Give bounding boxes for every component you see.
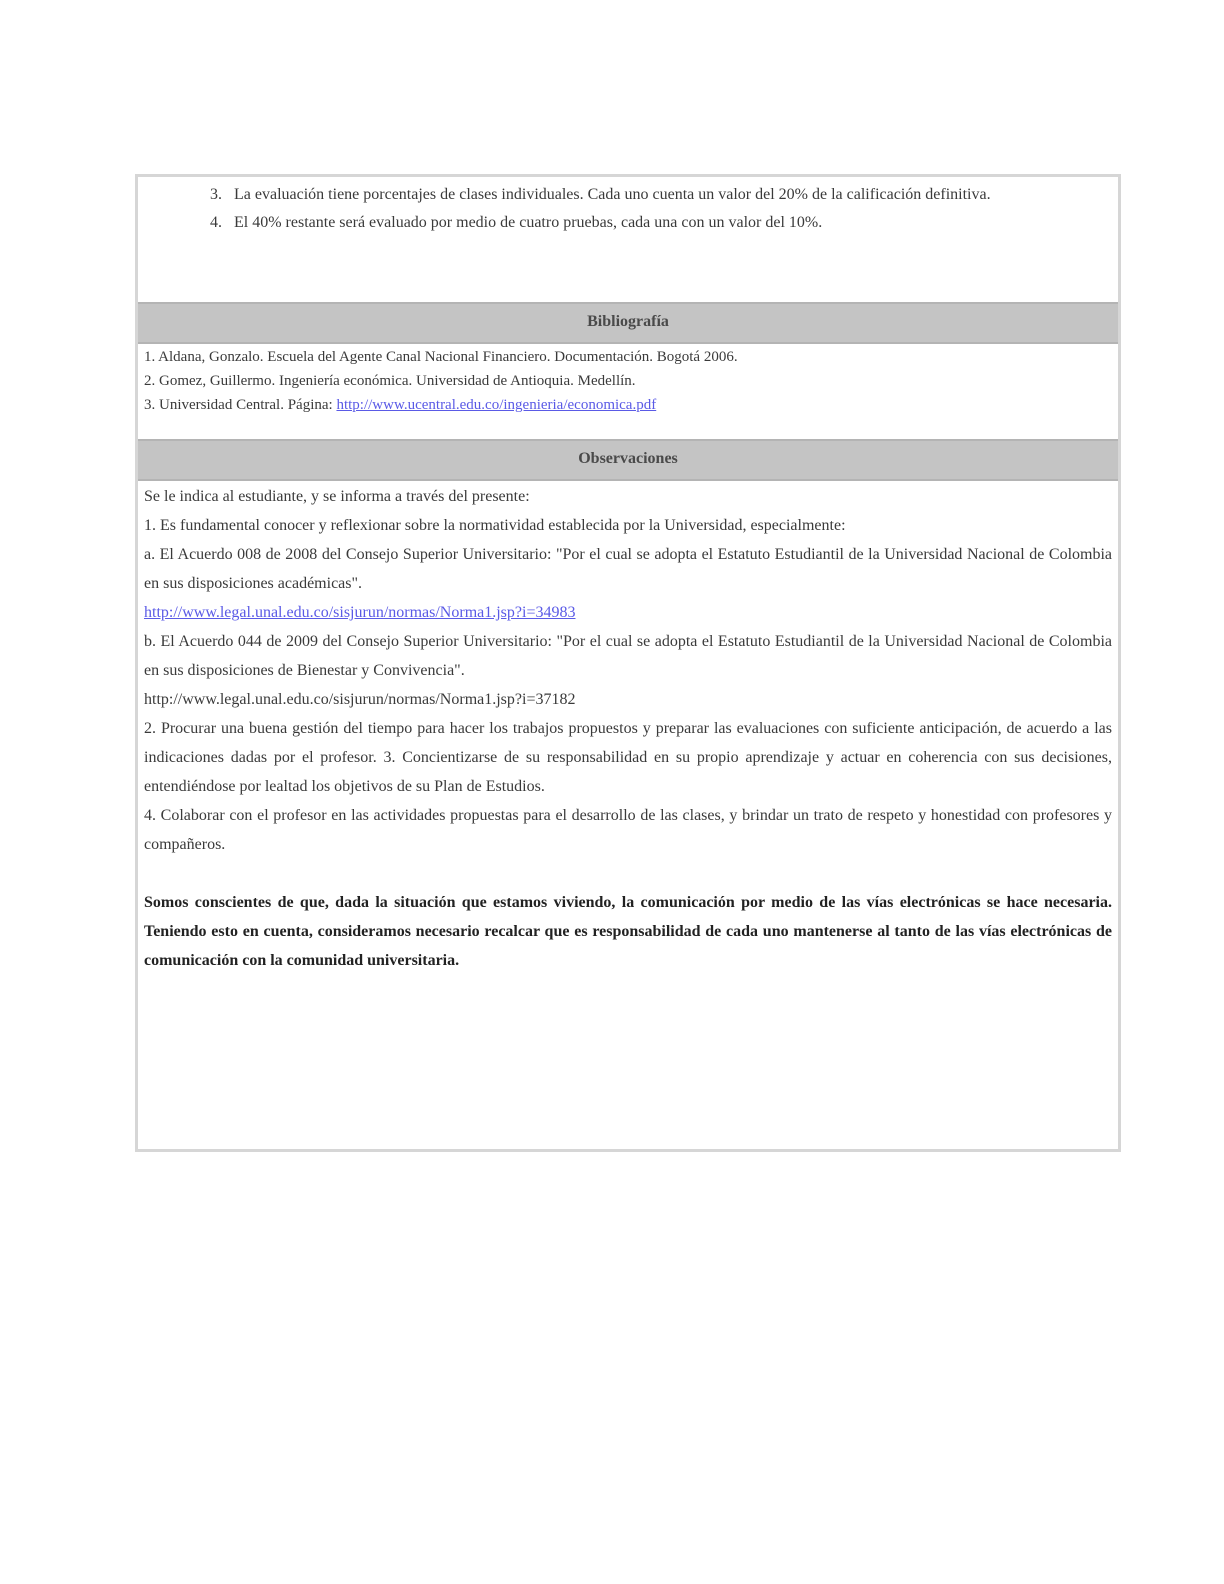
bibliography-item: 2. Gomez, Guillermo. Ingeniería económica. Universidad de Antioquia. Medellín. <box>144 373 636 389</box>
observation-item: 4. Colaborar con el profesor en las actividades propuestas para el desarrollo de las clases, y brindar un trato de respeto y honestidad con profesores y compañeros. <box>144 807 1112 853</box>
bibliography-item-text: 3. Universidad Central. Página: <box>144 397 337 413</box>
observation-item: 1. Es fundamental conocer y reflexionar sobre la normatividad establecida por la Universidad, especialmente: <box>144 517 846 534</box>
bibliography-link[interactable]: http://www.ucentral.edu.co/ingenieria/economica.pdf <box>336 397 657 413</box>
bibliography-item: 1. Aldana, Gonzalo. Escuela del Agente Canal Nacional Financiero. Documentación. Bogotá 2006. <box>144 349 738 365</box>
observations-note: Somos conscientes de que, dada la situación que estamos viviendo, la comunicación por medio de las vías electrónicas se hace necesaria. Teniendo esto en cuenta, consideramos necesario recalcar que es responsabilidad de cada uno mantenerse al tanto de las vías electrónicas de comunicación con la comunidad universitaria. <box>144 894 1112 969</box>
observations-header: Observaciones <box>138 439 1118 481</box>
bibliography-item <box>144 393 1110 417</box>
statute-academic-link[interactable]: http://www.legal.unal.edu.co/sisjurun/normas/Norma1.jsp?i=34983 <box>144 604 576 621</box>
list-item: 3. La evaluación tiene porcentajes de clases individuales. Cada uno cuenta un valor del 20% de la calificación definitiva. <box>226 183 1106 207</box>
bibliography-body <box>138 343 1118 437</box>
evaluation-list-section <box>138 177 1118 302</box>
statute-welfare-url: http://www.legal.unal.edu.co/sisjurun/normas/Norma1.jsp?i=37182 <box>144 691 576 708</box>
bibliography-header: Bibliografía <box>138 302 1118 344</box>
observation-item: 2. Procurar una buena gestión del tiempo para hacer los trabajos propuestos y preparar las evaluaciones con suficiente anticipación, de acuerdo a las indicaciones dadas por el profesor. 3. Concientizarse de su responsabilidad en su propio aprendizaje y actuar en coherencia con sus decisiones, entendiéndose por lealtad los objetivos de su Plan de Estudios. <box>144 720 1112 795</box>
observation-link-line <box>144 598 1112 627</box>
observation-item: a. El Acuerdo 008 de 2008 del Consejo Superior Universitario: "Por el cual se adopta el Estatuto Estudiantil de la Universidad Nacional de Colombia en sus disposiciones académicas". <box>144 546 1112 592</box>
evaluation-list <box>150 183 1106 235</box>
observations-intro: Se le indica al estudiante, y se informa a través del presente: <box>144 488 530 505</box>
observation-item: b. El Acuerdo 044 de 2009 del Consejo Superior Universitario: "Por el cual se adopta el Estatuto Estudiantil de la Universidad Nacional de Colombia en sus disposiciones de Bienestar y Convivencia". <box>144 633 1112 679</box>
list-item: 4. El 40% restante será evaluado por medio de cuatro pruebas, cada una con un valor del 10%. <box>226 211 1106 235</box>
observations-body <box>138 480 1118 1149</box>
course-document-table <box>135 174 1121 1152</box>
